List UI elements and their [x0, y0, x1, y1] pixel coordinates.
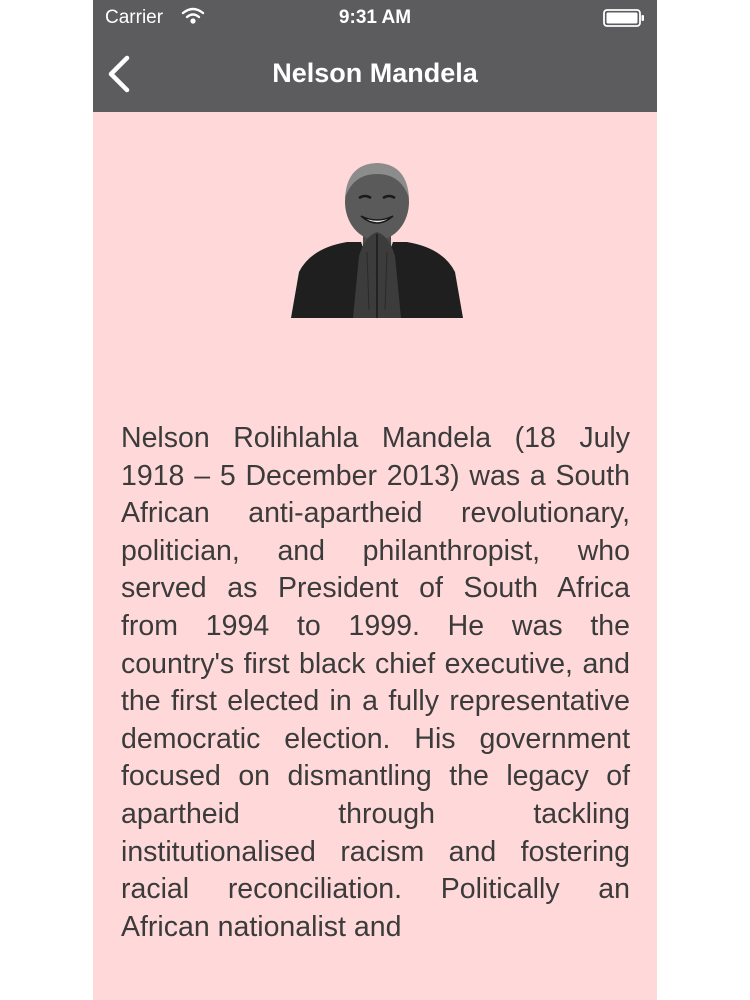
navigation-bar [93, 0, 657, 112]
battery-icon [603, 9, 645, 27]
status-bar [93, 0, 657, 36]
portrait-image [289, 160, 465, 318]
app-screen [93, 0, 657, 1000]
carrier-label: Carrier [105, 7, 164, 28]
status-time: 9:31 AM [338, 7, 412, 28]
page-title: Nelson Mandela [272, 58, 478, 88]
biography-text: Nelson Rolihlahla Mandela (18 July 1918 – 5 December 2013) was a South African anti-apartheid revolutionary, politician, and philanthropist, who served as President of South Africa from 1994 to 1999. He was the country's first black chief executive, and the first elected in a fully representative democratic election. His government focused on dismantling the legacy of apartheid through tackling institutionalised racism and fostering racial reconciliation. Politically an African nationalist and [121, 422, 630, 943]
